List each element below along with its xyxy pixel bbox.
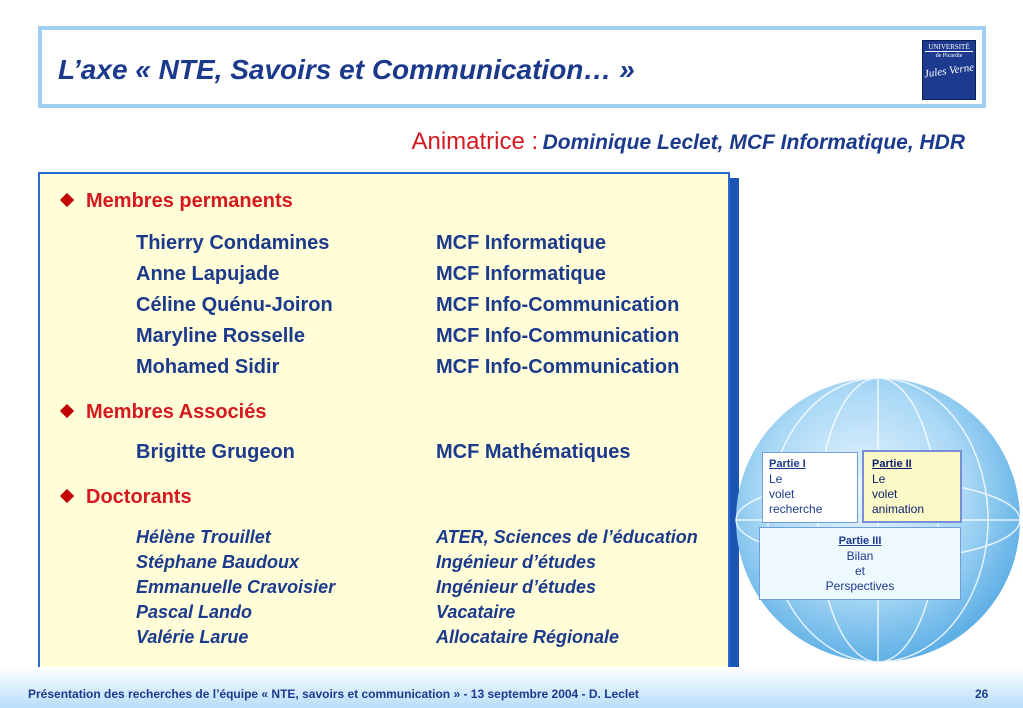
animatrice-line <box>411 128 965 156</box>
footer-bar <box>0 667 1023 708</box>
logo-region-text: de Picardie <box>935 53 963 59</box>
part-line: Le <box>769 472 783 486</box>
part-line: volet <box>872 487 898 501</box>
member-name: Valérie Larue <box>136 627 249 647</box>
part-line: Le <box>872 472 886 486</box>
diamond-bullet-icon <box>60 489 74 503</box>
member-row <box>136 627 619 648</box>
member-row <box>136 577 596 598</box>
member-role: ATER, Sciences de l’éducation <box>436 527 698 547</box>
member-name: Stéphane Baudoux <box>136 552 300 572</box>
member-role: MCF Info-Communication <box>436 294 680 316</box>
part-line: animation <box>872 502 925 516</box>
diamond-bullet-icon <box>60 404 74 418</box>
section-doctorants <box>62 486 192 509</box>
member-role: MCF Informatique <box>436 232 606 254</box>
member-name: Emmanuelle Cravoisier <box>136 577 336 597</box>
member-role: MCF Mathématiques <box>436 441 631 463</box>
logo-university-text: UNIVERSITÉ <box>925 43 973 52</box>
section-heading: Membres Associés <box>86 401 267 423</box>
member-row <box>136 441 630 464</box>
member-name: Céline Quénu-Joiron <box>136 294 333 316</box>
member-role: MCF Info-Communication <box>436 356 680 378</box>
member-name: Maryline Rosselle <box>136 325 305 347</box>
page-number: 26 <box>975 687 989 701</box>
member-row <box>136 602 515 623</box>
member-row <box>136 325 679 348</box>
university-logo <box>922 40 976 100</box>
footer-text: Présentation des recherches de l’équipe « NTE, savoirs et communication » - 13 septembre 2004 - D. Leclet <box>28 687 639 701</box>
member-row <box>136 552 596 573</box>
member-name: Mohamed Sidir <box>136 356 280 378</box>
member-row <box>136 294 679 317</box>
member-role: Ingénieur d’études <box>436 552 597 572</box>
member-row <box>136 263 606 286</box>
part-1-box <box>762 452 858 523</box>
section-associes <box>62 401 266 424</box>
diamond-bullet-icon <box>60 193 74 207</box>
part-heading: Partie III <box>838 535 882 547</box>
part-line: et <box>854 564 865 578</box>
member-name: Brigitte Grugeon <box>136 441 295 463</box>
part-heading: Partie II <box>872 458 912 470</box>
section-permanents <box>62 190 293 213</box>
member-role: Vacataire <box>436 602 516 622</box>
part-line: Bilan <box>846 549 874 563</box>
members-panel <box>38 172 730 678</box>
member-row <box>136 527 698 548</box>
member-name: Anne Lapujade <box>136 263 280 285</box>
member-role: MCF Informatique <box>436 263 606 285</box>
member-role: MCF Info-Communication <box>436 325 680 347</box>
member-name: Hélène Trouillet <box>136 527 271 547</box>
title-frame <box>38 26 986 108</box>
animatrice-name: Dominique Leclet, MCF Informatique, HDR <box>542 131 965 154</box>
member-row <box>136 356 679 379</box>
member-role: Ingénieur d’études <box>436 577 597 597</box>
part-2-box <box>862 450 962 523</box>
animatrice-label: Animatrice : <box>411 128 539 155</box>
member-name: Pascal Lando <box>136 602 253 622</box>
slide-title: L’axe « NTE, Savoirs et Communication… » <box>58 54 635 85</box>
member-role: Allocataire Régionale <box>436 627 620 647</box>
logo-signature: Jules Verne <box>923 61 975 81</box>
part-line: Perspectives <box>825 579 895 593</box>
part-3-box <box>759 527 961 600</box>
section-heading: Doctorants <box>86 486 192 508</box>
member-row <box>136 232 606 255</box>
part-line: recherche <box>769 502 823 516</box>
section-heading: Membres permanents <box>86 190 293 212</box>
part-heading: Partie I <box>769 458 806 470</box>
member-name: Thierry Condamines <box>136 232 330 254</box>
part-line: volet <box>769 487 795 501</box>
